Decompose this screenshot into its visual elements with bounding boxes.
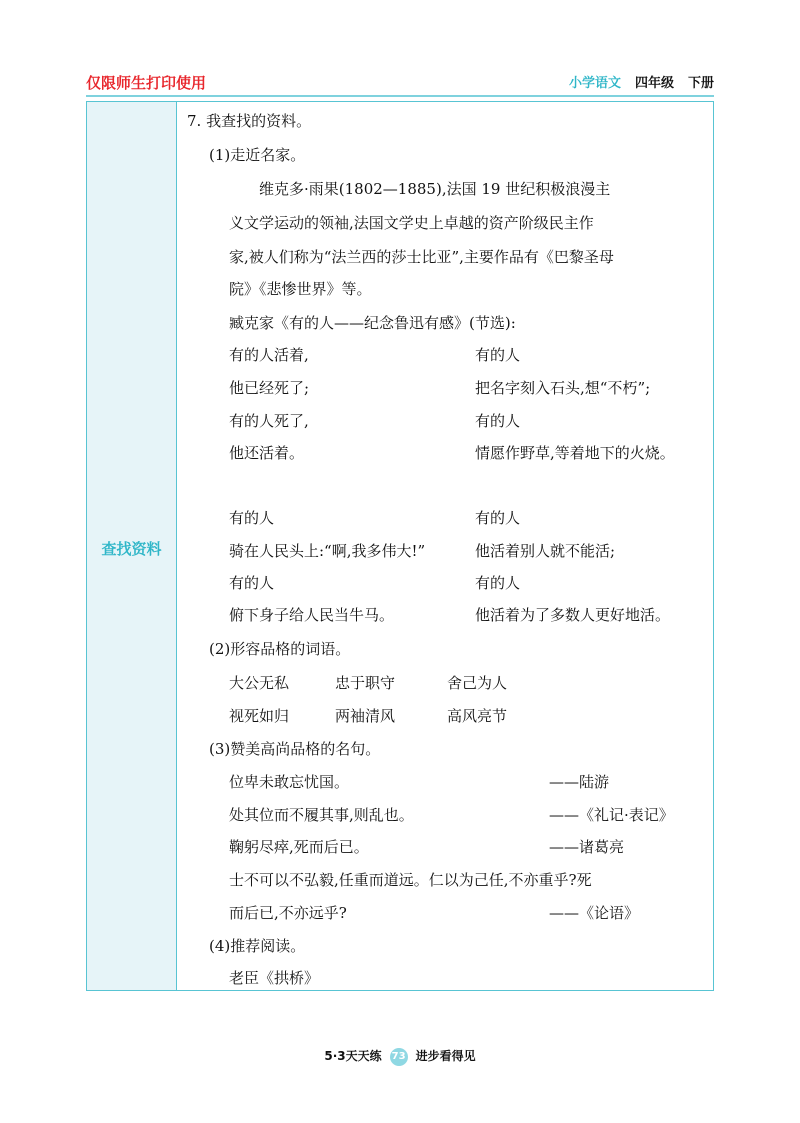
subject-label: 小学语文 xyxy=(568,76,621,91)
poem-left-line: 俯下身子给人民当牛马。 xyxy=(229,606,395,624)
poem-right-line: 有的人 xyxy=(475,346,521,364)
poem-right-line: 他活着别人就不能活; xyxy=(475,542,616,560)
poem-intro: 臧克家《有的人——纪念鲁迅有感》(节选): xyxy=(229,314,516,332)
word-item: 两袖清风 xyxy=(335,707,396,725)
quote-text: 士不可以不弘毅,任重而道远。仁以为己任,不亦重乎?死 xyxy=(229,871,592,889)
side-label: 查找资料 xyxy=(101,540,162,558)
volume-label: 下册 xyxy=(687,76,714,91)
footer-slogan: 进步看得见 xyxy=(415,1049,476,1063)
quote-source: ——《论语》 xyxy=(549,904,640,922)
hugo-line-1: 维克多·雨果(1802—1885),法国 19 世纪积极浪漫主 xyxy=(259,180,611,198)
quote-text: 而后已,不亦远乎? xyxy=(229,904,347,922)
quote-source: ——陆游 xyxy=(549,773,610,791)
poem-left-line: 他已经死了; xyxy=(229,379,310,397)
poem-left-line: 骑在人民头上:“啊,我多伟大!” xyxy=(229,542,426,560)
poem-right-line: 把名字刻入石头,想“不朽”; xyxy=(475,379,651,397)
section-2-heading: (2)形容品格的词语。 xyxy=(209,640,351,658)
hugo-line-3: 家,被人们称为“法兰西的莎士比亚”,主要作品有《巴黎圣母 xyxy=(229,248,614,266)
poem-left-line: 他还活着。 xyxy=(229,444,305,462)
question-title: 7. 我查找的资料。 xyxy=(187,112,312,130)
quote-source: ——《礼记·表记》 xyxy=(549,806,674,824)
footer-brand: 5·3天天练 xyxy=(324,1049,382,1063)
poem-left-line: 有的人 xyxy=(229,574,275,592)
page-number-badge: 73 xyxy=(390,1048,408,1066)
poem-right-line: 有的人 xyxy=(475,574,521,592)
word-item: 大公无私 xyxy=(229,674,290,692)
section-1-heading: (1)走近名家。 xyxy=(209,146,306,164)
hugo-line-2: 义文学运动的领袖,法国文学史上卓越的资产阶级民主作 xyxy=(229,214,594,232)
word-item: 高风亮节 xyxy=(447,707,508,725)
book-info xyxy=(569,72,714,91)
header-divider xyxy=(86,95,714,97)
word-item: 视死如归 xyxy=(229,707,290,725)
section-3-heading: (3)赞美高尚品格的名句。 xyxy=(209,740,381,758)
page-footer xyxy=(0,1047,800,1066)
quote-source: ——诸葛亮 xyxy=(549,838,625,856)
section-4-heading: (4)推荐阅读。 xyxy=(209,937,306,955)
quote-text: 位卑未敢忘忧国。 xyxy=(229,773,350,791)
side-column xyxy=(87,102,177,990)
poem-left-line: 有的人死了, xyxy=(229,412,309,430)
quote-text: 鞠躬尽瘁,死而后已。 xyxy=(229,838,369,856)
grade-label: 四年级 xyxy=(634,76,674,91)
quote-text: 处其位而不履其事,则乱也。 xyxy=(229,806,414,824)
content-cell xyxy=(177,102,713,990)
worksheet-table xyxy=(86,101,714,991)
word-item: 忠于职守 xyxy=(335,674,396,692)
poem-right-line: 他活着为了多数人更好地活。 xyxy=(475,606,671,624)
poem-right-line: 有的人 xyxy=(475,412,521,430)
hugo-line-4: 院》《悲惨世界》等。 xyxy=(229,280,372,298)
poem-left-line: 有的人活着, xyxy=(229,346,309,364)
print-notice: 仅限师生打印使用 xyxy=(86,74,207,92)
word-item: 舍己为人 xyxy=(447,674,508,692)
reading-title: 老臣《拱桥》 xyxy=(229,969,320,987)
poem-right-line: 有的人 xyxy=(475,509,521,527)
poem-right-line: 情愿作野草,等着地下的火烧。 xyxy=(475,444,675,462)
poem-left-line: 有的人 xyxy=(229,509,275,527)
